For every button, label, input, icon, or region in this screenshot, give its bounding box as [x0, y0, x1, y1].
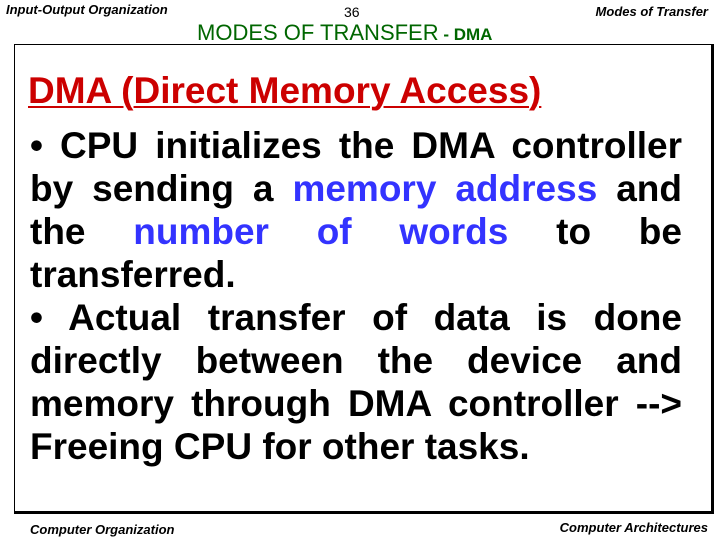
bullet-1 [30, 124, 682, 296]
footer-left-label: Computer Organization [30, 522, 175, 537]
slide-subtitle [197, 20, 492, 46]
bullet-1-highlight-number-of-words: number of words [133, 211, 509, 252]
footer-right-label: Computer Architectures [559, 520, 708, 535]
page-number: 36 [344, 4, 360, 20]
bullet-2: • Actual transfer of data is done directly between the device and memory through DMA controller --> Freeing CPU for other tasks. [30, 297, 682, 467]
bullet-1-highlight-memory-address: memory address [292, 168, 598, 209]
bullet-1-text-a: • CPU initializes the DMA controller by sending a [30, 125, 682, 209]
subtitle-suffix: - DMA [438, 25, 493, 44]
bullet-1-text-b: and the [30, 168, 683, 252]
header-course-label: Input-Output Organization [6, 2, 168, 17]
subtitle-main: MODES OF TRANSFER [197, 20, 439, 45]
slide-body [30, 124, 682, 468]
bullet-1-text-c: to be transferred. [30, 211, 682, 295]
header-section-label: Modes of Transfer [595, 4, 708, 19]
slide-title: DMA (Direct Memory Access) [28, 70, 542, 111]
